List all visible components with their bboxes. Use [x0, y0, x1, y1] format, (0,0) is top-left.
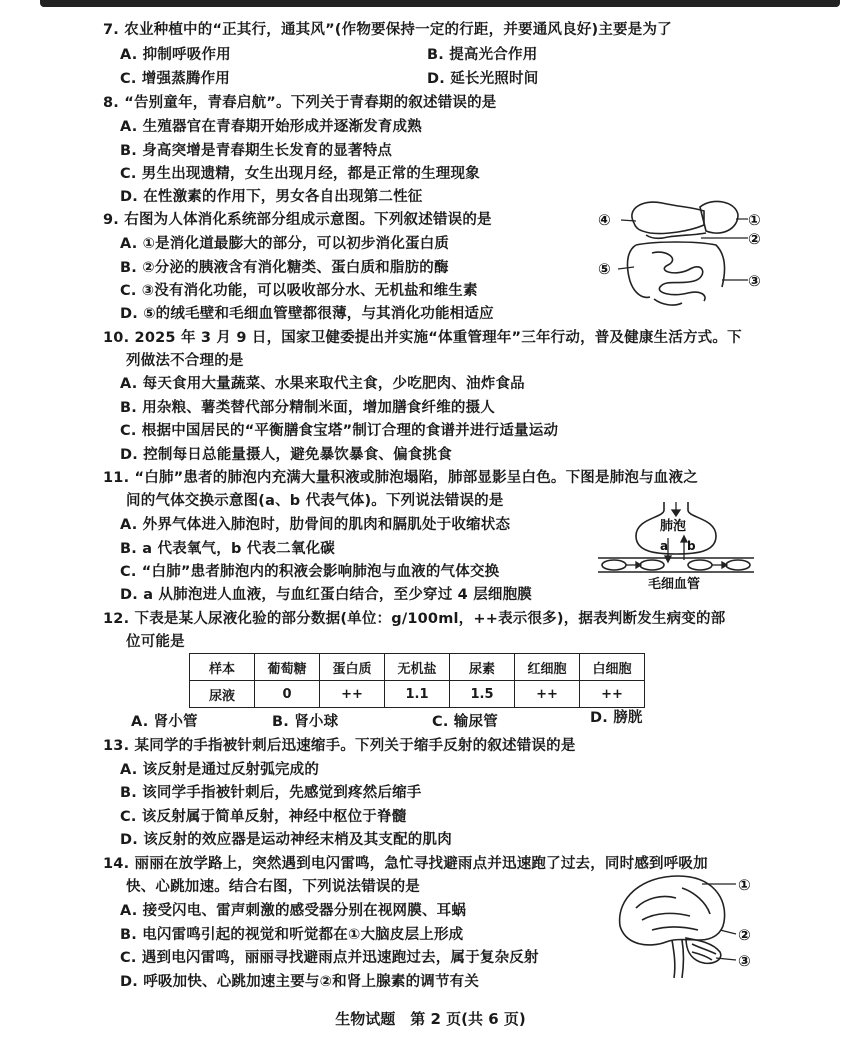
- q12-option-c: C. 输尿管: [432, 714, 498, 730]
- q11-option-d: D. a 从肺泡进人血液，与血红蛋白结合，至少穿过 4 层细胞膜: [120, 587, 533, 603]
- large-intestine-top: [636, 242, 724, 287]
- urinalysis-table: [189, 653, 645, 708]
- q9-stem: 9. 右图为人体消化系统部分组成示意图。下列叙述错误的是: [103, 212, 492, 228]
- table-header-cell: 葡萄糖: [255, 654, 320, 681]
- table-header-cell: 尿素: [450, 654, 515, 681]
- capillary-label: 毛细血管: [648, 577, 701, 592]
- table-header-cell: 红细胞: [515, 654, 580, 681]
- q7-option-d: D. 延长光照时间: [427, 71, 539, 87]
- gas-a-arrowhead: [665, 556, 671, 562]
- q8-option-b: B. 身高突增是青春期生长发育的显著特点: [120, 143, 393, 159]
- table-cell: ++: [320, 681, 385, 708]
- table-header-cell: 蛋白质: [320, 654, 385, 681]
- q8-option-a: A. 生殖器官在青春期开始形成并逐渐发育成熟: [120, 119, 422, 135]
- q13-option-d: D. 该反射的效应器是运动神经末梢及其支配的肌肉: [120, 832, 452, 848]
- q9-option-b: B. ②分泌的胰液含有消化糖类、蛋白质和脂肪的酶: [120, 260, 449, 276]
- airflow-arrowhead: [672, 510, 680, 516]
- label-3: ③: [748, 272, 761, 290]
- alveolus-label: 肺泡: [660, 519, 687, 534]
- q7-stem: 7. 农业种植中的“正其行，通其风”(作物要保持一定的行距，并要通风良好)主要是为了: [103, 22, 672, 38]
- q13-option-b: B. 该同学手指被针刺后，先感觉到疼然后缩手: [120, 785, 422, 801]
- leader-line-2: [720, 930, 736, 934]
- q13-stem: 13. 某同学的手指被针刺后迅速缩手。下列关于缩手反射的叙述错误的是: [103, 738, 576, 754]
- q14-stem-line1: 14. 丽丽在放学路上，突然遇到电闪雷鸣，急忙寻找避雨点并迅速跑了过去，同时感到呼吸加: [103, 856, 708, 872]
- brain-gyri: [636, 888, 710, 930]
- table-cell: ++: [580, 681, 645, 708]
- table-header-row: [190, 654, 645, 681]
- q13-option-c: C. 该反射属于简单反射，神经中枢位于脊髓: [120, 809, 407, 825]
- brainstem-outline: [672, 940, 684, 978]
- q8-option-c: C. 男生出现遗精，女生出现月经，都是正常的生理现象: [120, 166, 480, 182]
- rectum-shape: [654, 299, 682, 305]
- gas-a-label: a: [660, 539, 669, 553]
- q10-stem-line2: 列做法不合理的是: [126, 353, 244, 369]
- table-header-cell: 白细胞: [580, 654, 645, 681]
- q14-option-b: B. 电闪雷鸣引起的视觉和听觉都在①大脑皮层上形成: [120, 927, 464, 943]
- q14-option-a: A. 接受闪电、雷声刺激的感受器分别在视网膜、耳蜗: [120, 903, 467, 919]
- table-header-cell: 样本: [190, 654, 255, 681]
- q14-stem-line2: 快、心跳加速。结合右图，下列说法错误的是: [126, 879, 420, 895]
- q11-stem-line2: 间的气体交换示意图(a、b 代表气体)。下列说法错误的是: [126, 493, 504, 509]
- q11-option-a: A. 外界气体进入肺泡时，肋骨间的肌肉和膈肌处于收缩状态: [120, 517, 511, 533]
- stomach-shape: [700, 201, 738, 233]
- q10-stem-line1: 10. 2025 年 3 月 9 日，国家卫健委提出并实施“体重管理年”三年行动，普及健康生活方式。下: [103, 330, 742, 346]
- leader-line-5: [618, 267, 634, 269]
- table-row: [190, 681, 645, 708]
- leader-line-4: [621, 220, 636, 221]
- table-cell: 1.5: [450, 681, 515, 708]
- q8-option-d: D. 在性激素的作用下，男女各自出现第二性征: [120, 189, 423, 205]
- brain-figure: [612, 868, 762, 980]
- page-footer: 生物试题 第 2 页(共 6 页): [335, 1010, 526, 1028]
- table-cell: 1.1: [385, 681, 450, 708]
- cerebellum-outline: [686, 938, 721, 963]
- label-2: ②: [738, 926, 751, 944]
- q14-option-c: C. 遇到电闪雷鸣，丽丽寻找避雨点并迅速跑过去，属于复杂反射: [120, 950, 539, 966]
- label-2: ②: [748, 230, 761, 248]
- label-1: ①: [738, 876, 751, 894]
- q11-option-c: C. “白肺”患者肺泡内的积液会影响肺泡与血液的气体交换: [120, 564, 500, 580]
- q8-stem: 8. “告别童年，青春启航”。下列关于青春期的叙述错误的是: [103, 95, 497, 111]
- gas-b-label: b: [687, 539, 696, 553]
- q12-option-a: A. 肾小管: [131, 714, 198, 730]
- q10-option-a: A. 每天食用大量蔬菜、水果来取代主食，少吃肥肉、油炸食品: [120, 376, 525, 392]
- q11-stem-line1: 11. “白肺”患者的肺泡内充满大量积液或肺泡塌陷，肺部显影呈白色。下图是肺泡与血液之: [103, 470, 698, 486]
- q12-option-b: B. 肾小球: [272, 714, 339, 730]
- q12-option-d: D. 膀胱: [590, 710, 643, 726]
- digestive-system-figure: [596, 195, 766, 315]
- label-4: ④: [598, 211, 611, 229]
- label-1: ①: [748, 211, 761, 229]
- q10-option-b: B. 用杂粮、薯类替代部分精制米面，增加膳食纤维的摄人: [120, 400, 496, 416]
- q10-option-c: C. 根据中国居民的“平衡膳食宝塔”制订合理的食谱并进行适量运动: [120, 423, 559, 439]
- q7-option-a: A. 抑制呼吸作用: [120, 47, 231, 63]
- large-intestine-left: [628, 245, 650, 297]
- table-cell: ++: [515, 681, 580, 708]
- small-intestine: [652, 252, 705, 301]
- red-blood-cell: [688, 560, 712, 570]
- label-3: ③: [738, 952, 751, 970]
- q9-option-d: D. ⑤的绒毛壁和毛细血管壁都很薄，与其消化功能相适应: [120, 306, 494, 322]
- table-header-cell: 无机盐: [385, 654, 450, 681]
- red-blood-cell: [602, 560, 626, 570]
- alveolus-gas-exchange-figure: [596, 500, 756, 592]
- red-blood-cell: [640, 560, 664, 570]
- q10-option-d: D. 控制每日总能量摄人，避免暴饮暴食、偏食挑食: [120, 447, 452, 463]
- liver-shape: [632, 202, 704, 233]
- q11-option-b: B. a 代表氧气，b 代表二氧化碳: [120, 541, 335, 557]
- top-border: [40, 0, 840, 7]
- label-5: ⑤: [598, 260, 611, 278]
- q7-option-c: C. 增强蒸腾作用: [120, 71, 230, 87]
- q13-option-a: A. 该反射是通过反射弧完成的: [120, 762, 320, 778]
- q14-option-d: D. 呼吸加快、心跳加速主要与②和肾上腺素的调节有关: [120, 974, 480, 990]
- red-blood-cell: [726, 560, 750, 570]
- q7-option-b: B. 提高光合作用: [427, 47, 538, 63]
- q12-stem-line2: 位可能是: [126, 634, 185, 650]
- q9-option-a: A. ①是消化道最膨大的部分，可以初步消化蛋白质: [120, 236, 450, 252]
- q9-option-c: C. ③没有消化功能，可以吸收部分水、无机盐和维生素: [120, 283, 478, 299]
- q12-stem-line1: 12. 下表是某人尿液化验的部分数据(单位：g/100ml，++表示很多)，据表判断发生病变的部: [103, 611, 726, 627]
- table-cell: 尿液: [190, 681, 255, 708]
- table-cell: 0: [255, 681, 320, 708]
